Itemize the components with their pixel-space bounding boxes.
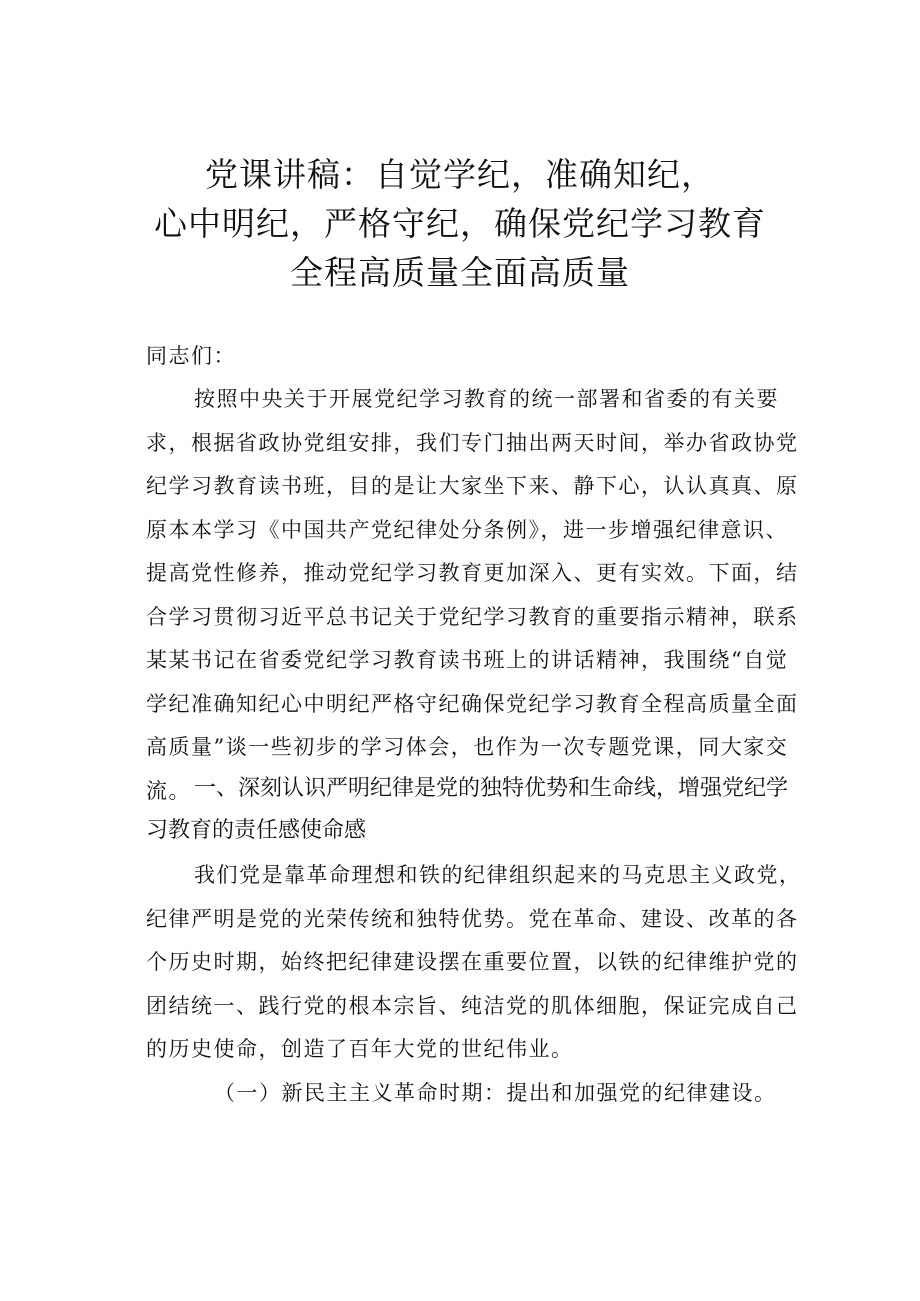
- salutation: 同志们：: [146, 344, 236, 368]
- title-line-3: 全程高质量全面高质量: [290, 253, 630, 292]
- paragraph-section-1: 我们党是靠革命理想和铁的纪律组织起来的马克思主义政党，纪律严明是党的光荣传统和独特优势。党在革命、建设、改革的各个历史时期，始终把纪律建设摆在重要位置，以铁的纪律维护党的团结统一、践行党的根本宗旨、纯洁党的肌体细胞，保证完成自己的历史使命，创造了百年大党的世纪伟业。: [146, 863, 802, 1061]
- title-line-1: 党课讲稿：自觉学纪，准确知纪，: [205, 155, 715, 194]
- subsection-heading-1: （一）新民主主义革命时期：提出和加强党的纪律建设。: [214, 1081, 777, 1105]
- section-heading-1: 一、深刻认识严明纪律是党的独特优势和生命线，增强党纪学习教育的责任感使命感: [146, 776, 789, 843]
- document-title: [0, 150, 920, 297]
- paragraph-intro: 按照中央关于开展党纪学习教育的统一部署和省委的有关要求，根据省政协党组安排，我们专门抽出两天时间，举办省政协党纪学习教育读书班，目的是让大家坐下来、静下心，认认真真、原原本本学习《中国共产党纪律处分条例》，进一步增强纪律意识、提高党性修养，推动党纪学习教育更加深入、更有实效。下面，结合学习贯彻习近平总书记关于党纪学习教育的重要指示精神，联系某某书记在省委党纪学习教育读书班上的讲话精神，我围绕“自觉学纪准确知纪心中明纪严格守纪确保党纪学习教育全程高质量全面高质量”谈一些初步的学习体会，也作为一次专题党课，同大家交流。: [146, 387, 799, 803]
- title-line-2: 心中明纪，严格守纪，确保党纪学习教育: [154, 204, 766, 243]
